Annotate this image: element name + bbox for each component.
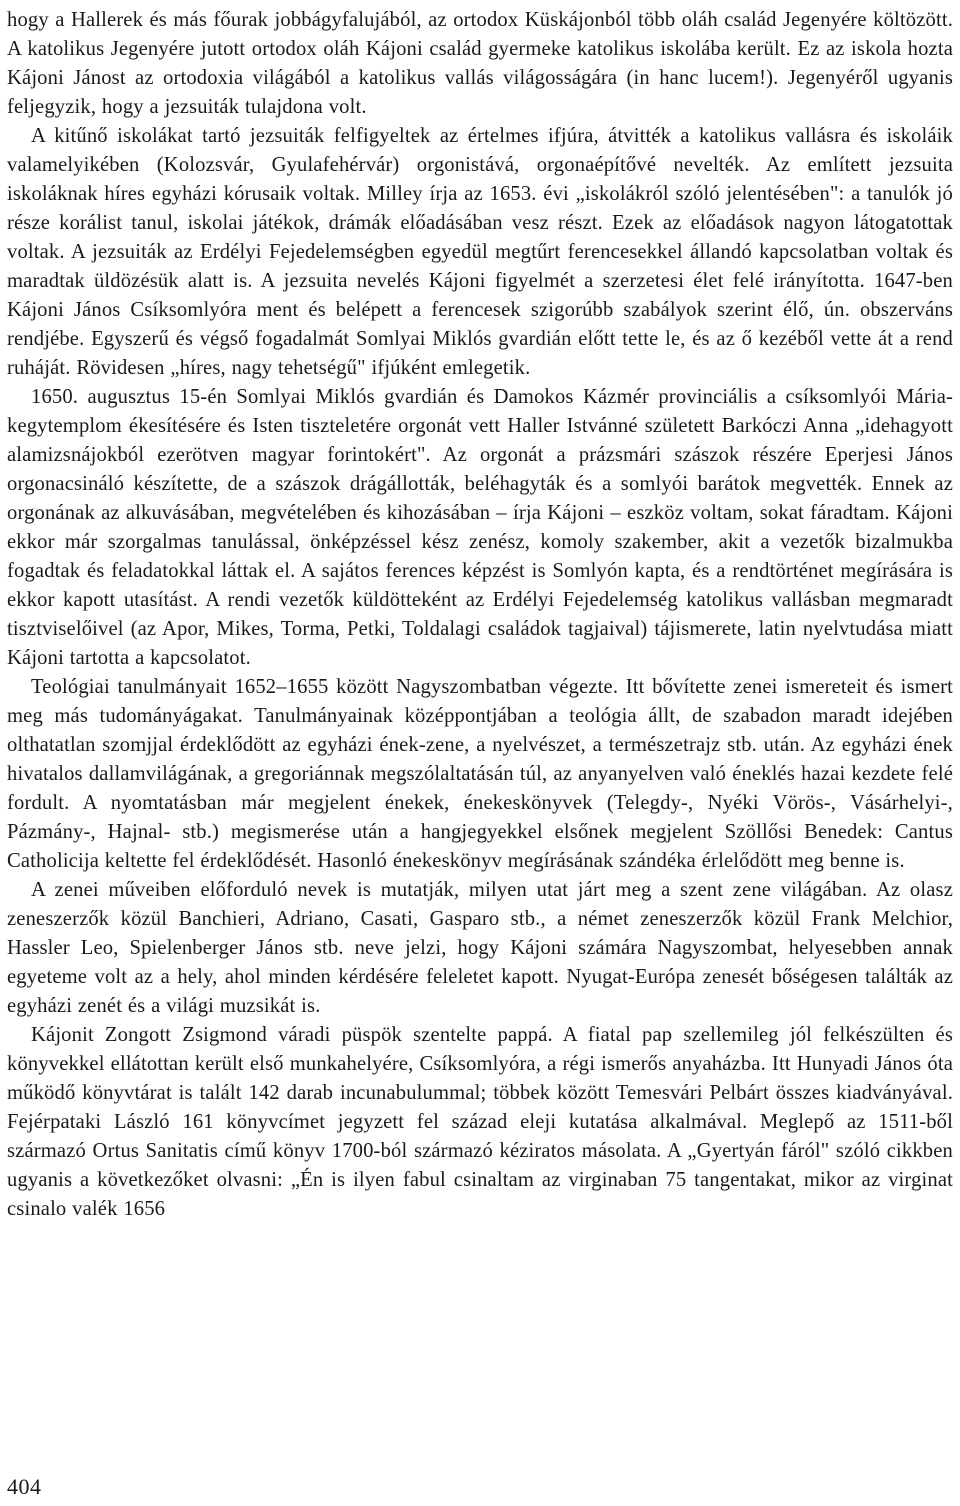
paragraph: hogy a Hallerek és más főurak jobbágyfalujából, az ortodox Küskájonból több oláh család Jegenyére költözött. A katolikus Jegenyére jutott ortodox oláh Kájoni család gyermeke katolikus iskolába került. Ez az iskola hozta Kájoni Jánost az ortodoxia világából a katolikus vallás világosságára (in hanc lucem!). Jegenyéről ugyanis feljegyzik, hogy a jezsuiták tulajdona volt.: [7, 9, 953, 118]
page-number: 404: [7, 1474, 42, 1499]
paragraph: A kitűnő iskolákat tartó jezsuiták felfigyeltek az értelmes ifjúra, átvitték a katolikus vallásra és iskoláik valamelyikében (Kolozsvár, Gyulafehérvár) orgonistává, orgonaépítővé nevelték. Az említett jezsuita iskoláknak híres egyházi kórusaik voltak. Milley írja az 1653. évi „iskolákról szóló jelentésében": a tanulók jó része korálist tanul, iskolai játékok, drámák előadásában vesz részt. Ezek az előadások nagyon látogatottak voltak. A jezsuiták az Erdélyi Fejedelemségben egyedül megtűrt ferencesekkel állandó kapcsolatban voltak és maradtak üldözésük alatt is. A jezsuita nevelés Kájoni figyelmét a szerzetesi élet felé irányította. 1647-ben Kájoni János Csíksomlyóra ment és belépett a ferencesek szigorúbb szabályok szerint élő, ún. obszerváns rendjébe. Egyszerű és végső fogadalmát Somlyai Miklós gvardián előtt tette le, és az ő kezéből vette át a rend ruháját. Rövidesen „híres, nagy tehetségű" ifjúként emlegetik.: [7, 125, 953, 379]
page-body: [7, 6, 953, 1224]
paragraph: 1650. augusztus 15-én Somlyai Miklós gvardián és Damokos Kázmér provinciális a csíksomlyói Mária-kegytemplom ékesítésére és Isten tiszteletére orgonát vett Haller Istvánné született Barkóczi Anna „idehagyott alamizsnájokból ezerötven magyar forintokért". Az orgonát a prázsmári szászok részére Eperjesi János orgonacsináló készítette, de a szászok drágállották, beléhagyták és a somlyói barátok megvették. Ennek az orgonának az alkuvásában, megvételében és kihozásában – írja Kájoni – eszköz voltam, sokat fáradtam. Kájoni ekkor már szorgalmas tanulással, önképzéssel kész zenész, komoly szakember, akit a vezetők bizalmukba fogadtak és feladatokkal láttak el. A sajátos ferences képzést is Somlyón kapta, és a rendtörténet megírására is ekkor kapott utasítást. A rendi vezetők küldötteként az Erdélyi Fejedelemség katolikus vallásban megmaradt tisztviselőivel (az Apor, Mikes, Torma, Petki, Toldalagi családok tagjaival) tájismerete, latin nyelvtudása miatt Kájoni tartotta a kapcsolatot.: [7, 386, 953, 669]
paragraph: Teológiai tanulmányait 1652–1655 között Nagyszombatban végezte. Itt bővítette zenei ismereteit és ismert meg más tudományágakat. Tanulmányainak középpontjában a teológia állt, de szabadon maradt idejében olthatatlan szomjjal érdeklődött az egyházi ének-zene, a nyelvészet, a természetrajz stb. után. Az egyházi ének hivatalos dallamvilágának, a gregoriánnak megszólaltatásán túl, az anyanyelven való éneklés hazai kezdete felé fordult. A nyomtatásban már megjelent énekek, énekeskönyvek (Telegdy-, Nyéki Vörös-, Vásárhelyi-, Pázmány-, Hajnal- stb.) megismerése után a hangjegyekkel elsőnek megjelent Szöllősi Benedek: Cantus Catholicija keltette fel érdeklődését. Hasonló énekeskönyv megírásának szándéka érlelődött meg benne is.: [7, 676, 953, 872]
paragraph: Kájonit Zongott Zsigmond váradi püspök szentelte pappá. A fiatal pap szellemileg jól felkészülten és könyvekkel ellátottan került első munkahelyére, Csíksomlyóra, a régi ismerős anyaházba. Itt Hunyadi János óta működő könyvtárat is talált 142 darab incunabulummal; többek között Temesvári Pelbárt összes kiadványával. Fejérpataki László 161 könyvcímet jegyzett fel század eleji kutatása alkalmával. Meglepő az 1511-ből származó Ortus Sanitatis című könyv 1700-ból származó kéziratos másolata. A „Gyertyán fáról" szóló cikkben ugyanis a következőket olvasni: „Én is ilyen fabul csinaltam az virginaban 75 tangentakat, mikor az virginat csinalo valék 1656: [7, 1024, 953, 1220]
paragraph: A zenei műveiben előforduló nevek is mutatják, milyen utat járt meg a szent zene világában. Az olasz zeneszerzők közül Banchieri, Adriano, Casati, Gasparo stb., a német zeneszerzők közül Frank Melchior, Hassler Leo, Spielenberger János stb. neve jelzi, hogy Kájoni számára Nagyszombat, helyesebben annak egyeteme volt az a hely, ahol minden kérdésére feleletet kapott. Nyugat-Európa zenesét bőségesen találták az egyházi zenét és a világi muzsikát is.: [7, 879, 953, 1017]
